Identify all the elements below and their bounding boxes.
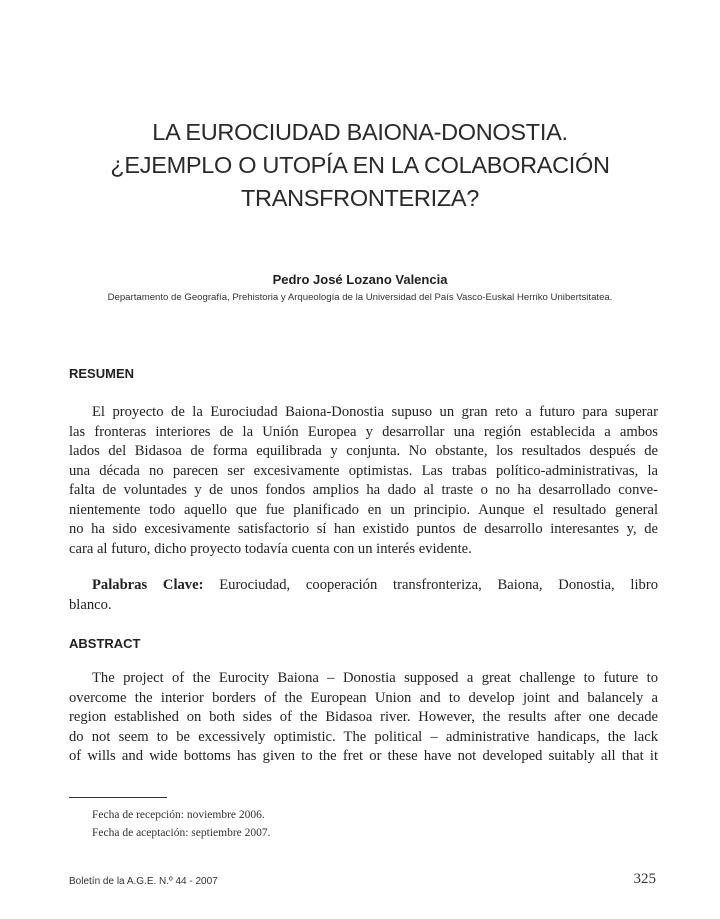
title-line: LA EUROCIUDAD BAIONA-DONOSTIA. [152, 119, 568, 145]
text-line: overcome the interior borders of the European Union and to develop joint and balancely a [69, 689, 658, 706]
author-name: Pedro José Lozano Valencia [272, 272, 448, 287]
accepted-date-note: Fecha de aceptación: septiembre 2007. [92, 827, 271, 839]
resumen-paragraph [69, 403, 658, 559]
title-line: TRANSFRONTERIZA? [240, 185, 480, 211]
text-line: las fronteras interiores de la Unión Europea y desarrollar una región establecida a ambos [69, 423, 658, 440]
keywords-text: Eurociudad, cooperación transfronteriza, Baiona, Donostia, libro [203, 577, 658, 593]
text-line: El proyecto de la Eurociudad Baiona-Donostia supuso un gran reto a futuro para superar [92, 404, 658, 420]
text-line: falta de voluntades y de unos fondos amplios ha dado al traste o no ha desarrollado conve- [69, 482, 658, 498]
abstract-paragraph [69, 669, 658, 767]
resumen-heading: RESUMEN [69, 366, 135, 381]
title-line: ¿EJEMPLO O UTOPÍA EN LA COLABORACIÓN [110, 152, 610, 178]
journal-footer: Boletín de la A.G.E. N.º 44 - 2007 [69, 876, 218, 887]
footnotes [92, 806, 271, 842]
text-line: nientemente todo aquello que fue planificado en un principio. Aunque el resultado general [69, 501, 658, 518]
keywords-label: Palabras Clave: [92, 577, 204, 593]
received-date-note: Fecha de recepción: noviembre 2006. [92, 809, 265, 821]
text-line: lados del Bidasoa de forma equilibrada y conjunta. No obstante, los resultados después de [69, 443, 658, 459]
keywords-paragraph [69, 576, 658, 615]
keywords-line: blanco. [69, 596, 112, 613]
text-line: do not seem to be excessively optimistic. The political – administrative handicaps, the lack [69, 728, 658, 745]
text-line: una década no parecen ser excesivamente optimistas. Las trabas político-administrativas, la [69, 462, 658, 479]
text-line: no ha sido excesivamente satisfactorio sí han existido puntos de desarrollo interesantes y, de [69, 521, 658, 537]
page-number: 325 [633, 871, 656, 887]
abstract-heading: ABSTRACT [69, 636, 141, 651]
paper-title [60, 116, 660, 215]
author-affiliation: Departamento de Geografía, Prehistoria y Arqueología de la Universidad del País Vasco-Euskal Herriko Unibertsitatea. [107, 292, 613, 303]
text-line: cara al futuro, dicho proyecto todavía cuenta con un interés evidente. [69, 540, 472, 557]
text-line: of wills and wide bottoms has given to the fret or these have not developed suitably all that it [69, 748, 658, 764]
text-line: The project of the Eurocity Baiona – Donostia supposed a great challenge to future to [92, 670, 658, 686]
keywords-line [69, 576, 658, 596]
text-line: region established on both sides of the Bidasoa river. However, the results after one decade [69, 709, 658, 725]
footnote-divider [69, 797, 167, 798]
